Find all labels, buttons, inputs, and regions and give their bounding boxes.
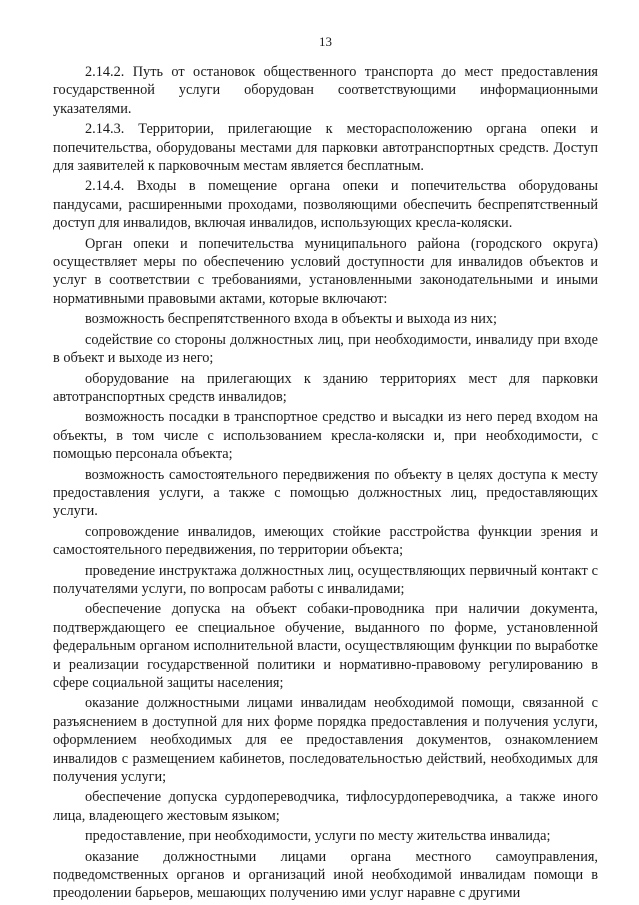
list-item: содействие со стороны должностных лиц, при необходимости, инвалиду при входе в объект и выходе из него; [53, 331, 598, 367]
list-item: оказание должностными лицами органа местного самоуправления, подведомственных органов и организаций иной необходимой инвалидам помощи в преодолении барьеров, мешающих получению ими услуг наравне с другими [53, 848, 598, 902]
list-item: возможность самостоятельного передвижения по объекту в целях доступа к месту предоставления услуги, а также с помощью должностных лиц, предоставляющих услуги. [53, 466, 598, 520]
list-item: обеспечение допуска на объект собаки-проводника при наличии документа, подтверждающего ее специальное обучение, выданного по форме, установленной федеральным органом исполнительной власти, осуществляющим функции по выработке и реализации государственной политики и нормативно-правовому регулированию в сфере социальной защиты населения; [53, 601, 598, 691]
list-item: оборудование на прилегающих к зданию территориях мест для парковки автотранспортных средств инвалидов; [53, 370, 598, 405]
paragraph: 2.14.3. Территории, прилегающие к месторасположению органа опеки и попечительства, оборудованы местами для парковки автотранспортных средств. Доступ для заявителей к парковочным местам является бесплатным. [53, 121, 598, 175]
list-item: обеспечение допуска сурдопереводчика, тифлосурдопереводчика, а также иного лица, владеющего жестовым языком; [53, 789, 598, 824]
paragraph: Орган опеки и попечительства муниципального района (городского округа) осуществляет меры по обеспечению условий доступности для инвалидов объектов и услуг в соответствии с требованиями, установленными законодательными и иными нормативными правовыми актами, которые включают: [53, 235, 598, 307]
document-body [53, 63, 598, 903]
page-number: 13 [319, 34, 332, 49]
paragraph: 2.14.2. Путь от остановок общественного транспорта до мест предоставления государственной услуги оборудован соответствующими информационными указателями. [53, 64, 598, 117]
list-item: оказание должностными лицами инвалидам необходимой помощи, связанной с разъяснением в доступной для них форме порядка предоставления и получения услуги, оформлением необходимых для ее предоставления документов, ознакомлением инвалидов с размещением кабинетов, последовательностью действий, необходимых для получения услуги; [53, 695, 598, 786]
list-item: возможность посадки в транспортное средство и высадки из него перед входом на объекты, в том числе с использованием кресла-коляски и, при необходимости, с помощью персонала объекта; [53, 409, 598, 463]
paragraph: 2.14.4. Входы в помещение органа опеки и попечительства оборудованы пандусами, расширенными проходами, позволяющими обеспечить беспрепятственный доступ для инвалидов, включая инвалидов, использующих кресла-коляски. [53, 178, 598, 232]
list-item: предоставление, при необходимости, услуги по месту жительства инвалида; [85, 828, 551, 845]
list-item: возможность беспрепятственного входа в объекты и выхода из них; [85, 311, 498, 328]
list-item: проведение инструктажа должностных лиц, осуществляющих первичный контакт с получателями услуги, по вопросам работы с инвалидами; [53, 562, 598, 597]
list-item: сопровождение инвалидов, имеющих стойкие расстройства функции зрения и самостоятельного передвижения, по территории объекта; [53, 523, 598, 559]
